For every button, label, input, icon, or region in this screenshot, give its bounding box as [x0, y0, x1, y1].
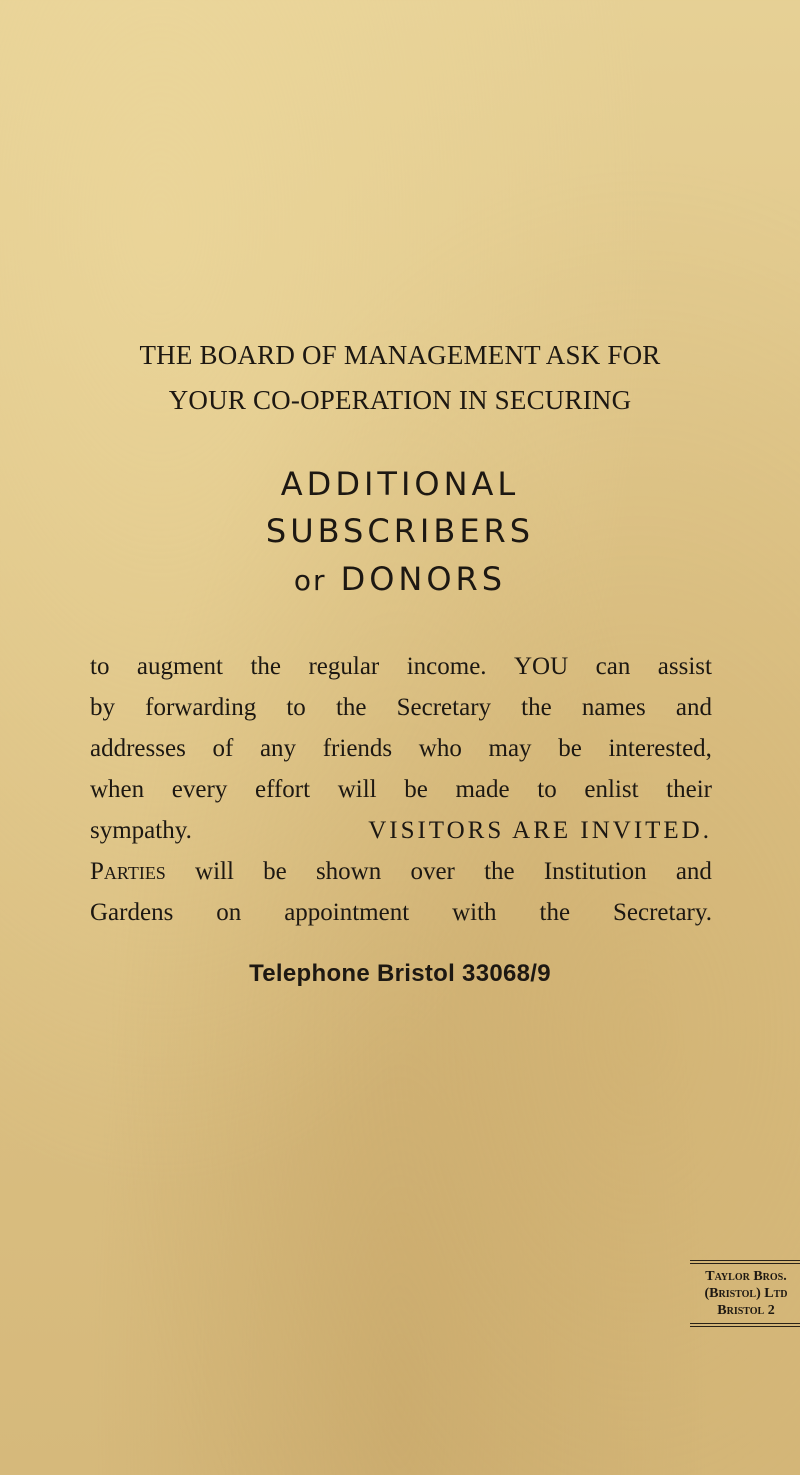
paragraph-word: appointment: [284, 899, 410, 926]
paragraph-word: and: [675, 694, 712, 721]
paragraph-word: be: [263, 858, 287, 885]
paragraph-word: over: [410, 858, 455, 885]
paragraph-word: assist: [657, 653, 712, 680]
paragraph-word: to: [286, 694, 306, 721]
paragraph-word: any: [259, 735, 297, 762]
imprint-rule-top: [690, 1260, 800, 1261]
heading-subscribers: SUBSCRIBERS: [265, 512, 535, 550]
paragraph-line: [90, 893, 712, 933]
paragraph-word: on: [216, 899, 242, 926]
paragraph-word: the: [335, 694, 367, 721]
paragraph-line: [90, 770, 712, 810]
imprint-line-1: Taylor Bros.: [705, 1269, 787, 1284]
paragraph-word: made: [455, 776, 510, 803]
paragraph-word: and: [675, 858, 712, 885]
imprint-rule-bottom-2: [690, 1326, 800, 1327]
paragraph-word: friends: [322, 735, 393, 762]
paragraph-word: income.: [406, 653, 487, 680]
imprint-rule-bottom: [690, 1323, 800, 1324]
paragraph-line: [90, 852, 712, 892]
paragraph-word: will: [195, 858, 234, 885]
paragraph-word: regular: [308, 653, 380, 680]
paragraph-word: be: [558, 735, 582, 762]
paragraph-word: the: [250, 653, 281, 680]
paragraph-word: every: [171, 776, 228, 803]
imprint-line-2: (Bristol) Ltd: [704, 1286, 788, 1301]
paragraph-word: their: [666, 776, 712, 803]
paragraph-word: forwarding: [145, 694, 257, 721]
paragraph-word: interested,: [608, 735, 712, 762]
paragraph-line: [90, 729, 712, 769]
paragraph-word: with: [452, 899, 497, 926]
paragraph-line: [90, 688, 712, 728]
imprint-line-3: Bristol 2: [717, 1303, 775, 1318]
paragraph-word: Secretary: [396, 694, 492, 721]
paragraph-word: effort: [254, 776, 311, 803]
paragraph-word: YOU: [514, 653, 569, 680]
paragraph-line: [90, 811, 712, 851]
paragraph-word: can: [595, 653, 631, 680]
heading-additional: ADDITIONAL: [280, 465, 520, 503]
paragraph-word: Parties: [90, 858, 166, 885]
paragraph-word: when: [90, 776, 145, 803]
printer-imprint: [690, 1258, 800, 1329]
imprint-rule-top-2: [690, 1263, 800, 1264]
paragraph-word: sympathy.: [90, 817, 192, 844]
paragraph-line: [90, 647, 712, 687]
telephone-line: Telephone Bristol 33068/9: [249, 960, 551, 987]
paragraph-word: shown: [315, 858, 382, 885]
paragraph-word: to: [90, 653, 110, 680]
paragraph-word: Institution: [543, 858, 647, 885]
paragraph-word: Secretary.: [612, 899, 712, 926]
paragraph-word: of: [212, 735, 234, 762]
imprint-text: [690, 1266, 800, 1321]
paragraph-word: who: [418, 735, 462, 762]
intro-line-2: YOUR CO-OPERATION IN SECURING: [168, 385, 632, 415]
heading-or: or: [293, 564, 327, 597]
heading-or-donors: [0, 560, 800, 598]
paragraph-word: addresses: [90, 735, 186, 762]
paragraph-word: will: [337, 776, 377, 803]
visitors-invited-text: VISITORS ARE INVITED.: [368, 817, 712, 844]
paragraph-word: the: [521, 694, 552, 721]
paragraph-word: augment: [136, 653, 223, 680]
paragraph-word: names: [581, 694, 646, 721]
paragraph-word: Gardens: [90, 899, 174, 926]
heading-donors: DONORS: [340, 560, 507, 598]
paragraph-word: by: [90, 694, 115, 721]
paragraph-word: be: [404, 776, 428, 803]
paragraph-word: to: [537, 776, 557, 803]
paragraph-word: enlist: [584, 776, 639, 803]
paragraph-word: the: [484, 858, 515, 885]
intro-line-1: THE BOARD OF MANAGEMENT ASK FOR: [139, 340, 661, 370]
paragraph-word: may: [488, 735, 532, 762]
paragraph-word: the: [539, 899, 571, 926]
